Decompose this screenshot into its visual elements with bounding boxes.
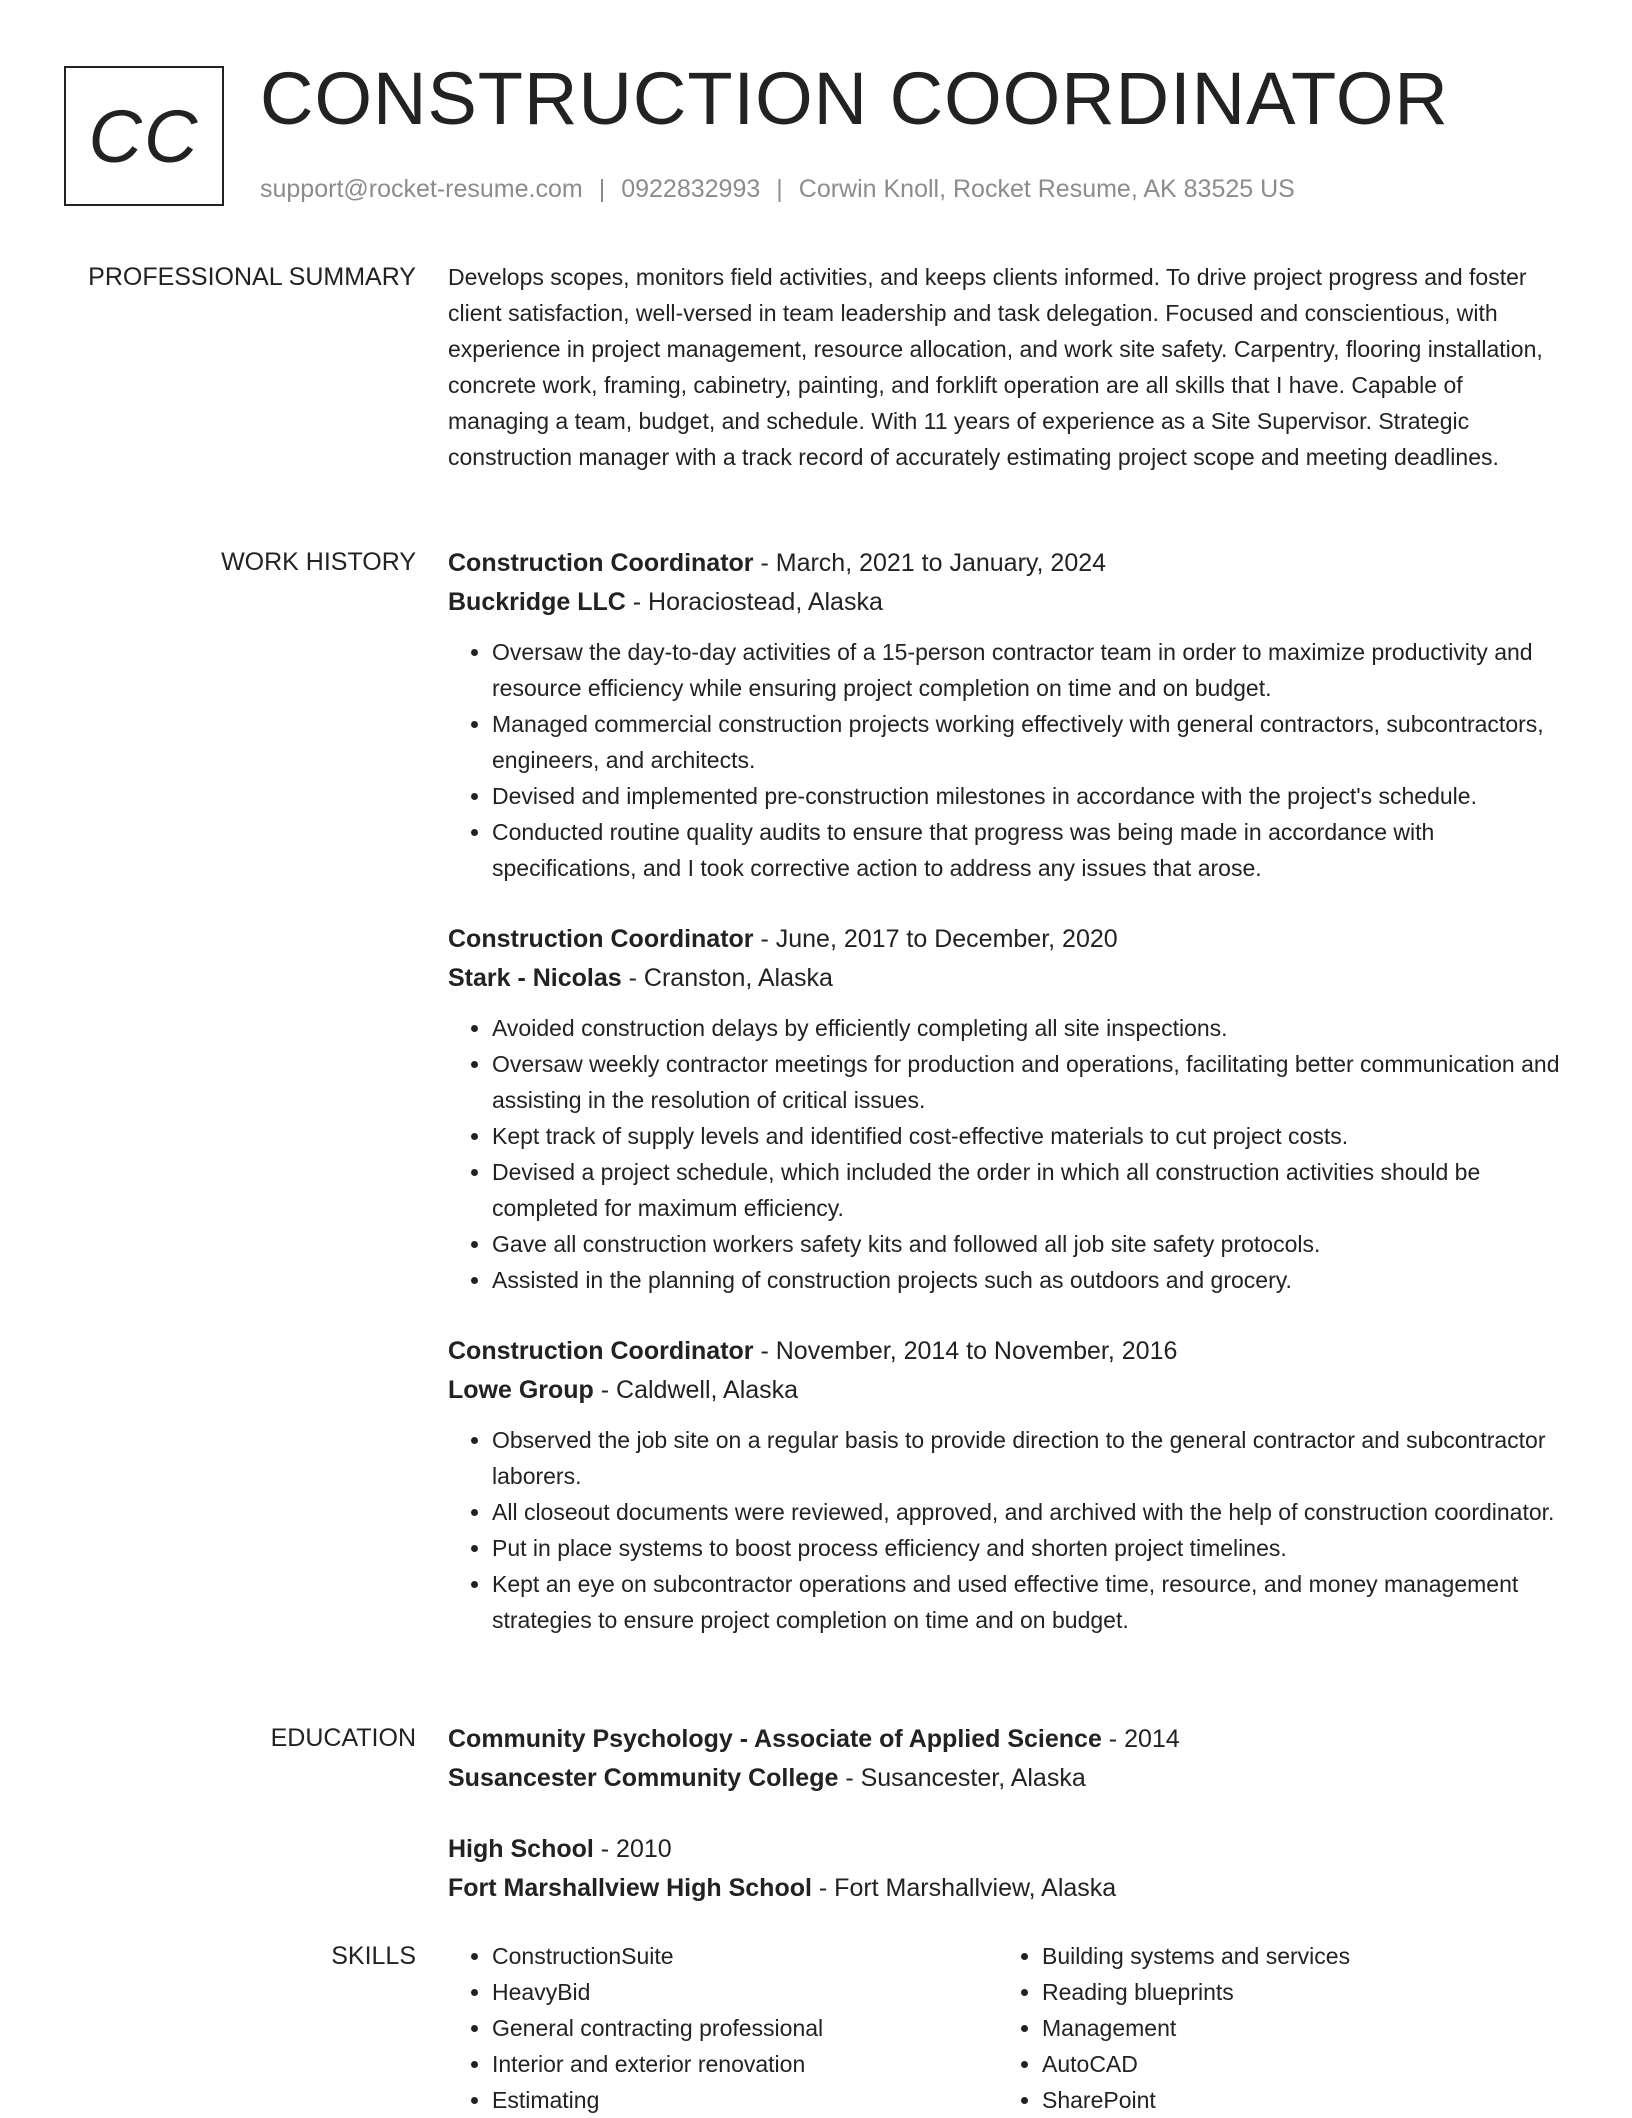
contact-line	[260, 175, 1295, 204]
job-bullet: • Devised a project schedule, which included the order in which all construction activities should be completed for maximum efficiency.	[492, 1154, 1568, 1226]
skills-body	[448, 1938, 1568, 2118]
education-school-line	[448, 1869, 1568, 1908]
education-school: Fort Marshallview High School	[448, 1874, 812, 1902]
summary-text: Develops scopes, monitors field activities, and keeps clients informed. To drive project progress and foster client satisfaction, well-versed in team leadership and task delegation. Focused and conscientious, with experience in project management, resource allocation, and work site safety. Carpentry, flooring installation, concrete work, framing, cabinetry, painting, and forklift operation are all skills that I have. Capable of managing a team, budget, and schedule. With 11 years of experience as a Site Supervisor. Strategic construction manager with a track record of accurately estimating project scope and meeting deadlines.	[448, 264, 1543, 470]
skill-item: • Management	[1042, 2010, 1548, 2046]
job-title-line	[448, 544, 1568, 583]
section-heading-work-history: WORK HISTORY	[221, 548, 416, 576]
monogram-logo: CC	[64, 66, 224, 206]
job-bullet: • Assisted in the planning of construction projects such as outdoors and grocery.	[492, 1262, 1568, 1298]
job-bullet: • Oversaw the day-to-day activities of a 15-person contractor team in order to maximize productivity and resource efficiency while ensuring project completion on time and on budget.	[492, 634, 1568, 706]
skill-item: • Building systems and services	[1042, 1938, 1548, 1974]
job-entry	[448, 920, 1568, 1298]
job-dates: - November, 2014 to November, 2016	[753, 1337, 1178, 1365]
skill-item: • Reading blueprints	[1042, 1974, 1548, 2010]
contact-address: Corwin Knoll, Rocket Resume, AK 83525 US	[798, 175, 1295, 203]
job-bullet: • Devised and implemented pre-construction milestones in accordance with the project's schedule.	[492, 778, 1568, 814]
skill-item: • HeavyBid	[492, 1974, 998, 2010]
education-degree: High School	[448, 1835, 594, 1863]
job-bullets	[448, 1010, 1568, 1298]
skill-item: • SharePoint	[1042, 2082, 1548, 2118]
education-school: Susancester Community College	[448, 1764, 839, 1792]
education-year: - 2010	[593, 1835, 672, 1863]
section-heading-summary: PROFESSIONAL SUMMARY	[88, 263, 416, 291]
contact-phone[interactable]: 0922832993	[621, 175, 761, 203]
section-heading-education: EDUCATION	[270, 1724, 416, 1752]
section-heading-skills: SKILLS	[331, 1942, 416, 1970]
job-bullet: • Oversaw weekly contractor meetings for production and operations, facilitating better communication and assisting in the resolution of critical issues.	[492, 1046, 1568, 1118]
job-bullet: • Kept an eye on subcontractor operations and used effective time, resource, and money management strategies to ensure project completion on time and on budget.	[492, 1566, 1568, 1638]
skill-item: • ConstructionSuite	[492, 1938, 998, 1974]
education-body	[448, 1720, 1568, 1940]
job-title-line	[448, 1332, 1568, 1371]
work-history-body	[448, 544, 1568, 1672]
job-company-line	[448, 583, 1568, 622]
job-title: Construction Coordinator	[448, 549, 754, 577]
skills-list-right	[998, 1938, 1548, 2118]
job-bullet: • Managed commercial construction projects working effectively with general contractors, subcontractors, engineers, and architects.	[492, 706, 1568, 778]
education-entry	[448, 1720, 1568, 1798]
education-degree-line	[448, 1830, 1568, 1869]
job-company: Lowe Group	[448, 1376, 594, 1404]
job-bullets	[448, 634, 1568, 886]
job-title: Construction Coordinator	[448, 925, 754, 953]
job-company: Stark - Nicolas	[448, 964, 622, 992]
skills-columns	[448, 1938, 1568, 2118]
education-year: - 2014	[1101, 1725, 1180, 1753]
education-degree: Community Psychology - Associate of Applied Science	[448, 1725, 1102, 1753]
job-dates: - March, 2021 to January, 2024	[753, 549, 1107, 577]
job-bullet: • All closeout documents were reviewed, approved, and archived with the help of construction coordinator.	[492, 1494, 1568, 1530]
education-school-line	[448, 1759, 1568, 1798]
summary-body	[448, 259, 1568, 475]
education-entry	[448, 1830, 1568, 1908]
job-entry	[448, 1332, 1568, 1638]
skills-list-left	[448, 1938, 998, 2118]
job-location: - Cranston, Alaska	[621, 964, 833, 992]
skill-item: • General contracting professional	[492, 2010, 998, 2046]
job-company-line	[448, 1371, 1568, 1410]
job-bullet: • Conducted routine quality audits to ensure that progress was being made in accordance with specifications, and I took corrective action to address any issues that arose.	[492, 814, 1568, 886]
job-location: - Caldwell, Alaska	[593, 1376, 799, 1404]
job-entry	[448, 544, 1568, 886]
job-company: Buckridge LLC	[448, 588, 626, 616]
contact-separator: |	[776, 175, 783, 203]
education-location: - Susancester, Alaska	[838, 1764, 1086, 1792]
job-bullet: • Avoided construction delays by efficiently completing all site inspections.	[492, 1010, 1568, 1046]
education-location: - Fort Marshallview, Alaska	[811, 1874, 1117, 1902]
skill-item: • AutoCAD	[1042, 2046, 1548, 2082]
education-degree-line	[448, 1720, 1568, 1759]
job-bullet: • Gave all construction workers safety kits and followed all job site safety protocols.	[492, 1226, 1568, 1262]
page-title: CONSTRUCTION COORDINATOR	[260, 57, 1449, 140]
skill-item: • Estimating	[492, 2082, 998, 2118]
contact-separator: |	[598, 175, 606, 203]
job-bullet: • Kept track of supply levels and identified cost-effective materials to cut project costs.	[492, 1118, 1568, 1154]
job-bullet: • Put in place systems to boost process efficiency and shorten project timelines.	[492, 1530, 1568, 1566]
skill-item: • Interior and exterior renovation	[492, 2046, 998, 2082]
job-company-line	[448, 959, 1568, 998]
contact-email[interactable]: support@rocket-resume.com	[260, 175, 583, 203]
job-bullet: • Observed the job site on a regular basis to provide direction to the general contractor and subcontractor laborers.	[492, 1422, 1568, 1494]
job-location: - Horaciostead, Alaska	[625, 588, 883, 616]
job-title-line	[448, 920, 1568, 959]
job-title: Construction Coordinator	[448, 1337, 754, 1365]
job-dates: - June, 2017 to December, 2020	[753, 925, 1118, 953]
job-bullets	[448, 1422, 1568, 1638]
